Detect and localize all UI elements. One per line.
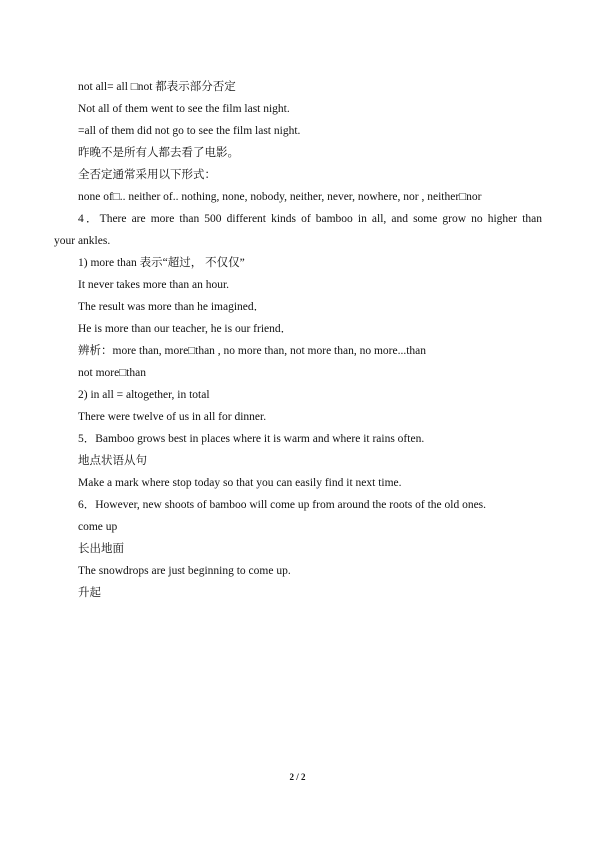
text-line: 长出地面 xyxy=(78,543,124,555)
text-line: 2) in all = altogether, in total xyxy=(78,389,210,401)
text-line: 5．Bamboo grows best in places where it is warm and where it rains often. xyxy=(78,433,425,445)
text-line: not more□than xyxy=(78,367,146,379)
text-line: He is more than our teacher, he is our friend． xyxy=(78,323,293,335)
text-line: 升起 xyxy=(78,587,101,599)
text-line: =all of them did not go to see the film last night. xyxy=(78,125,301,137)
text-line: 全否定通常采用以下形式： xyxy=(78,169,216,181)
text-line: The result was more than he imagined． xyxy=(78,301,266,313)
text-line: your ankles. xyxy=(54,235,111,247)
text-line: There were twelve of us in all for dinner. xyxy=(78,411,267,423)
page-number: 2 / 2 xyxy=(289,772,306,782)
text-line: 1) more than 表示“超过， 不仅仅” xyxy=(78,257,245,269)
text-line: 辨析：more than, more□than , no more than, not more than, no more...than xyxy=(78,345,427,357)
text-line: Not all of them went to see the film last night. xyxy=(78,103,290,115)
text-line: 地点状语从句 xyxy=(78,455,147,467)
text-line: 4．There are more than 500 different kinds of bamboo in all, and some grow no higher than xyxy=(78,213,542,225)
text-line: 昨晚不是所有人都去看了电影。 xyxy=(78,147,239,159)
text-line: come up xyxy=(78,521,118,533)
text-line: It never takes more than an hour. xyxy=(78,279,230,291)
text-line: none of□.. neither of.. nothing, none, nobody, neither, never, nowhere, nor , neither□nor xyxy=(78,191,482,203)
text-line: The snowdrops are just beginning to come up. xyxy=(78,565,291,577)
text-line: Make a mark where stop today so that you can easily find it next time. xyxy=(78,477,402,489)
text-line: not all= all □not 都表示部分否定 xyxy=(78,81,236,93)
text-line: 6．However, new shoots of bamboo will come up from around the roots of the old ones. xyxy=(78,499,487,511)
